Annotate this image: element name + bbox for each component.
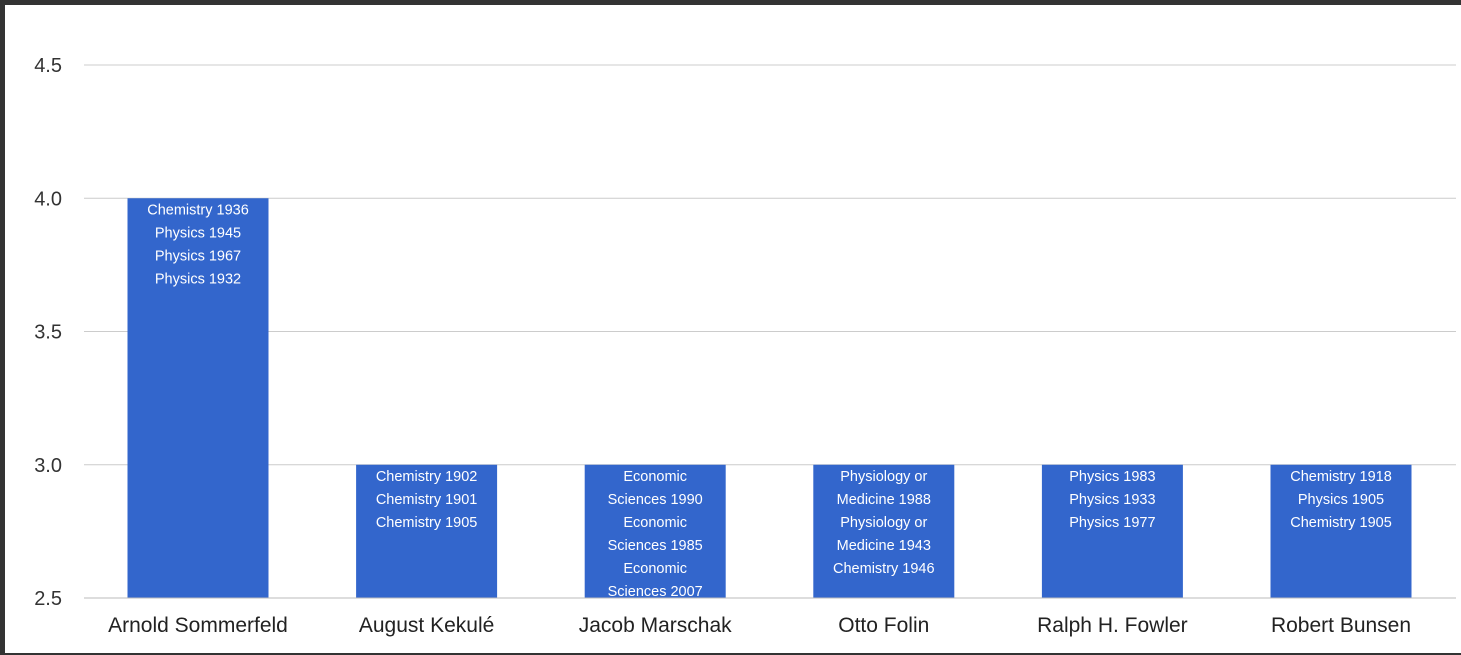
bar-data-label: Physics 1945 bbox=[154, 225, 242, 242]
bar-data-label: Physics 1905 bbox=[1297, 491, 1385, 508]
x-category-label: Ralph H. Fowler bbox=[1037, 614, 1188, 637]
x-category-label: Arnold Sommerfeld bbox=[108, 614, 288, 637]
bar-data-label: Chemistry 1901 bbox=[375, 491, 478, 508]
bar-data-label: Chemistry 1905 bbox=[1290, 514, 1392, 531]
bar-data-label: Chemistry 1905 bbox=[375, 514, 478, 531]
bar-data-label: Medicine 1943 bbox=[836, 537, 931, 554]
bar-data-label: Sciences 1985 bbox=[607, 537, 703, 554]
bar-data-label: Chemistry 1946 bbox=[833, 560, 935, 577]
bar-data-label: Physics 1977 bbox=[1069, 514, 1156, 531]
x-category-label: Otto Folin bbox=[838, 614, 930, 637]
bar-data-label: Medicine 1988 bbox=[836, 491, 931, 508]
y-tick-label: 2.5 bbox=[34, 588, 62, 610]
y-tick-label: 3.0 bbox=[34, 454, 62, 477]
bar-data-label: Economic bbox=[623, 514, 688, 531]
bar-data-label: Economic bbox=[623, 468, 688, 485]
bar-data-label: Chemistry 1902 bbox=[375, 468, 478, 485]
bar-data-label: Economic bbox=[623, 560, 688, 577]
y-tick-label: 4.5 bbox=[34, 55, 62, 77]
x-category-label: Jacob Marschak bbox=[578, 614, 732, 637]
bar-data-label: Sciences 1990 bbox=[607, 491, 703, 508]
bar-data-label: Chemistry 1936 bbox=[147, 202, 249, 219]
y-tick-label: 4.0 bbox=[34, 188, 62, 211]
bar-data-label: Physiology or bbox=[840, 468, 928, 485]
x-category-label: Robert Bunsen bbox=[1270, 614, 1412, 637]
bar-data-label: Sciences 2007 bbox=[607, 583, 703, 600]
x-category-label: August Kekulé bbox=[358, 614, 495, 637]
bar-data-label: Physics 1933 bbox=[1069, 491, 1156, 508]
bar-data-label: Physiology or bbox=[840, 514, 928, 531]
bar-data-label: Chemistry 1918 bbox=[1290, 468, 1392, 485]
bar-data-label: Physics 1932 bbox=[154, 271, 242, 288]
bar-data-label: Physics 1967 bbox=[154, 248, 242, 265]
bar-data-label: Physics 1983 bbox=[1069, 468, 1156, 485]
y-tick-label: 3.5 bbox=[34, 321, 62, 344]
